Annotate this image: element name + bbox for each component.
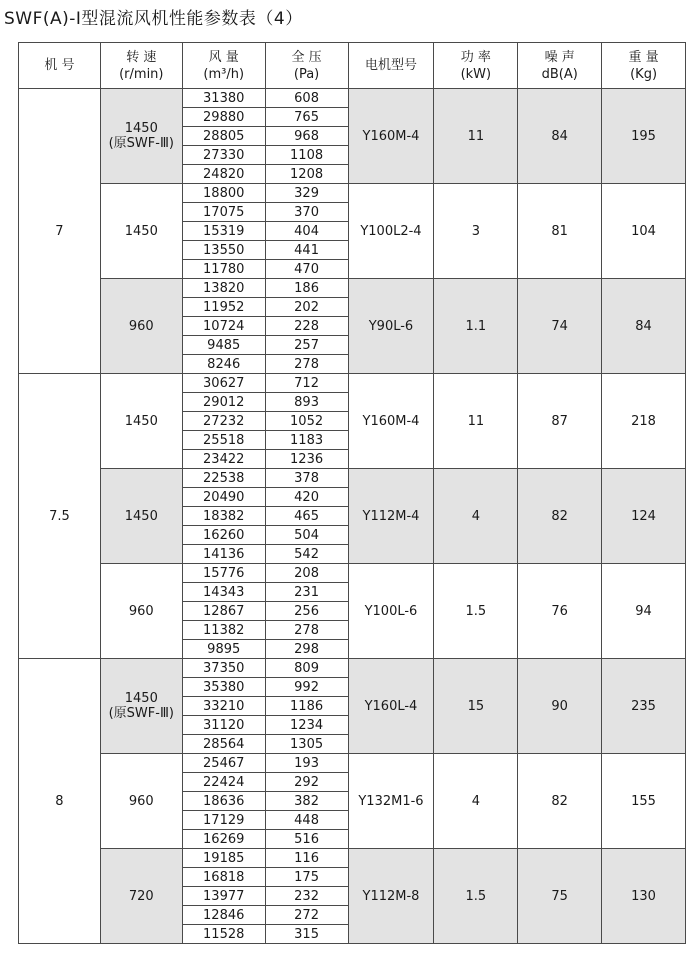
page-title: SWF(A)-Ⅰ型混流风机性能参数表（4） [4,9,303,29]
motor-model-cell: Y90L-6 [348,279,434,374]
weight-cell: 84 [602,279,686,374]
speed-cell [100,279,182,374]
airflow-cell: 9485 [182,336,265,355]
airflow-cell: 22424 [182,773,265,792]
speed-value: 720 [128,888,154,904]
airflow-cell: 14343 [182,583,265,602]
airflow-cell: 24820 [182,165,265,184]
airflow-cell: 33210 [182,697,265,716]
airflow-cell: 11382 [182,621,265,640]
airflow-cell: 19185 [182,849,265,868]
pressure-cell: 193 [265,754,348,773]
airflow-cell: 13820 [182,279,265,298]
airflow-cell: 11952 [182,298,265,317]
table-row [19,564,686,583]
airflow-cell: 17129 [182,811,265,830]
speed-value: 1450 [124,121,158,136]
weight-cell: 218 [602,374,686,469]
pressure-cell: 208 [265,564,348,583]
speed-value: 960 [128,318,154,334]
pressure-cell: 370 [265,203,348,222]
speed-cell [100,849,182,944]
pressure-cell: 893 [265,393,348,412]
pressure-cell: 315 [265,925,348,944]
pressure-cell: 228 [265,317,348,336]
speed-cell [100,184,182,279]
airflow-cell: 12867 [182,602,265,621]
pressure-cell: 1108 [265,146,348,165]
airflow-cell: 13550 [182,241,265,260]
pressure-cell: 378 [265,469,348,488]
noise-cell: 76 [518,564,602,659]
airflow-cell: 29880 [182,108,265,127]
pressure-cell: 712 [265,374,348,393]
pressure-cell: 441 [265,241,348,260]
speed-value: 1450 [124,413,158,429]
pressure-cell: 1236 [265,450,348,469]
speed-value: 1450 [124,691,158,706]
airflow-cell: 35380 [182,678,265,697]
pressure-cell: 448 [265,811,348,830]
airflow-cell: 11528 [182,925,265,944]
pressure-cell: 1052 [265,412,348,431]
power-cell: 1.5 [434,564,518,659]
pressure-cell: 329 [265,184,348,203]
noise-cell: 82 [518,754,602,849]
airflow-cell: 25467 [182,754,265,773]
motor-model-cell: Y112M-4 [348,469,434,564]
airflow-cell: 30627 [182,374,265,393]
power-cell: 4 [434,754,518,849]
airflow-cell: 13977 [182,887,265,906]
airflow-cell: 16260 [182,526,265,545]
pressure-cell: 765 [265,108,348,127]
airflow-cell: 16818 [182,868,265,887]
motor-model-cell: Y160L-4 [348,659,434,754]
table-row [19,754,686,773]
weight-cell: 124 [602,469,686,564]
power-cell: 11 [434,374,518,469]
airflow-cell: 27232 [182,412,265,431]
header-speed: 转 速 (r/min) [100,43,182,89]
fan-model-cell: 7 [19,89,101,374]
airflow-cell: 25518 [182,431,265,450]
pressure-cell: 465 [265,507,348,526]
airflow-cell: 18636 [182,792,265,811]
pressure-cell: 231 [265,583,348,602]
speed-value: 960 [128,603,154,619]
pressure-cell: 608 [265,89,348,108]
speed-cell [100,374,182,469]
pressure-cell: 968 [265,127,348,146]
pressure-cell: 1305 [265,735,348,754]
speed-note: (原SWF-Ⅲ) [108,706,174,721]
header-noise: 噪 声 dB(A) [518,43,602,89]
pressure-cell: 278 [265,621,348,640]
airflow-cell: 20490 [182,488,265,507]
header-flow: 风 量 (m³/h) [182,43,265,89]
airflow-cell: 18382 [182,507,265,526]
table-row [19,849,686,868]
speed-value: 1450 [124,223,158,239]
weight-cell: 155 [602,754,686,849]
speed-cell [100,754,182,849]
airflow-cell: 11780 [182,260,265,279]
pressure-cell: 292 [265,773,348,792]
speed-value: 1450 [124,508,158,524]
pressure-cell: 1208 [265,165,348,184]
pressure-cell: 504 [265,526,348,545]
motor-model-cell: Y160M-4 [348,374,434,469]
noise-cell: 81 [518,184,602,279]
airflow-cell: 31120 [182,716,265,735]
pressure-cell: 232 [265,887,348,906]
speed-value: 960 [128,793,154,809]
motor-model-cell: Y100L2-4 [348,184,434,279]
noise-cell: 90 [518,659,602,754]
pressure-cell: 116 [265,849,348,868]
pressure-cell: 272 [265,906,348,925]
pressure-cell: 809 [265,659,348,678]
pressure-cell: 1183 [265,431,348,450]
airflow-cell: 9895 [182,640,265,659]
header-weight: 重 量 (Kg) [602,43,686,89]
noise-cell: 74 [518,279,602,374]
airflow-cell: 37350 [182,659,265,678]
fan-model-cell: 7.5 [19,374,101,659]
speed-cell [100,659,182,754]
pressure-cell: 278 [265,355,348,374]
airflow-cell: 18800 [182,184,265,203]
header-motor: 电机型号 [348,43,434,89]
header-power: 功 率 (kW) [434,43,518,89]
pressure-cell: 256 [265,602,348,621]
airflow-cell: 15319 [182,222,265,241]
pressure-cell: 1234 [265,716,348,735]
table-row [19,469,686,488]
pressure-cell: 257 [265,336,348,355]
pressure-cell: 186 [265,279,348,298]
pressure-cell: 175 [265,868,348,887]
table-row [19,184,686,203]
pressure-cell: 992 [265,678,348,697]
performance-table [18,42,686,944]
airflow-cell: 15776 [182,564,265,583]
airflow-cell: 8246 [182,355,265,374]
noise-cell: 75 [518,849,602,944]
airflow-cell: 27330 [182,146,265,165]
airflow-cell: 12846 [182,906,265,925]
fan-model-cell: 8 [19,659,101,944]
header-model: 机 号 [19,43,101,89]
power-cell: 11 [434,89,518,184]
noise-cell: 84 [518,89,602,184]
speed-note: (原SWF-Ⅲ) [108,136,174,151]
speed-cell [100,469,182,564]
weight-cell: 94 [602,564,686,659]
pressure-cell: 202 [265,298,348,317]
power-cell: 15 [434,659,518,754]
airflow-cell: 10724 [182,317,265,336]
airflow-cell: 28564 [182,735,265,754]
speed-cell [100,564,182,659]
pressure-cell: 404 [265,222,348,241]
pressure-cell: 470 [265,260,348,279]
table-row [19,89,686,108]
airflow-cell: 29012 [182,393,265,412]
airflow-cell: 17075 [182,203,265,222]
airflow-cell: 14136 [182,545,265,564]
speed-cell [100,89,182,184]
power-cell: 4 [434,469,518,564]
motor-model-cell: Y100L-6 [348,564,434,659]
pressure-cell: 516 [265,830,348,849]
pressure-cell: 1186 [265,697,348,716]
airflow-cell: 23422 [182,450,265,469]
weight-cell: 104 [602,184,686,279]
airflow-cell: 16269 [182,830,265,849]
motor-model-cell: Y160M-4 [348,89,434,184]
weight-cell: 235 [602,659,686,754]
power-cell: 3 [434,184,518,279]
pressure-cell: 420 [265,488,348,507]
motor-model-cell: Y112M-8 [348,849,434,944]
airflow-cell: 22538 [182,469,265,488]
table-row [19,659,686,678]
table-row [19,279,686,298]
noise-cell: 87 [518,374,602,469]
header-row [19,43,686,89]
table-row [19,374,686,393]
pressure-cell: 382 [265,792,348,811]
noise-cell: 82 [518,469,602,564]
power-cell: 1.1 [434,279,518,374]
airflow-cell: 28805 [182,127,265,146]
table-body [19,43,686,944]
power-cell: 1.5 [434,849,518,944]
airflow-cell: 31380 [182,89,265,108]
pressure-cell: 298 [265,640,348,659]
header-pressure: 全 压 (Pa) [265,43,348,89]
motor-model-cell: Y132M1-6 [348,754,434,849]
pressure-cell: 542 [265,545,348,564]
weight-cell: 130 [602,849,686,944]
weight-cell: 195 [602,89,686,184]
